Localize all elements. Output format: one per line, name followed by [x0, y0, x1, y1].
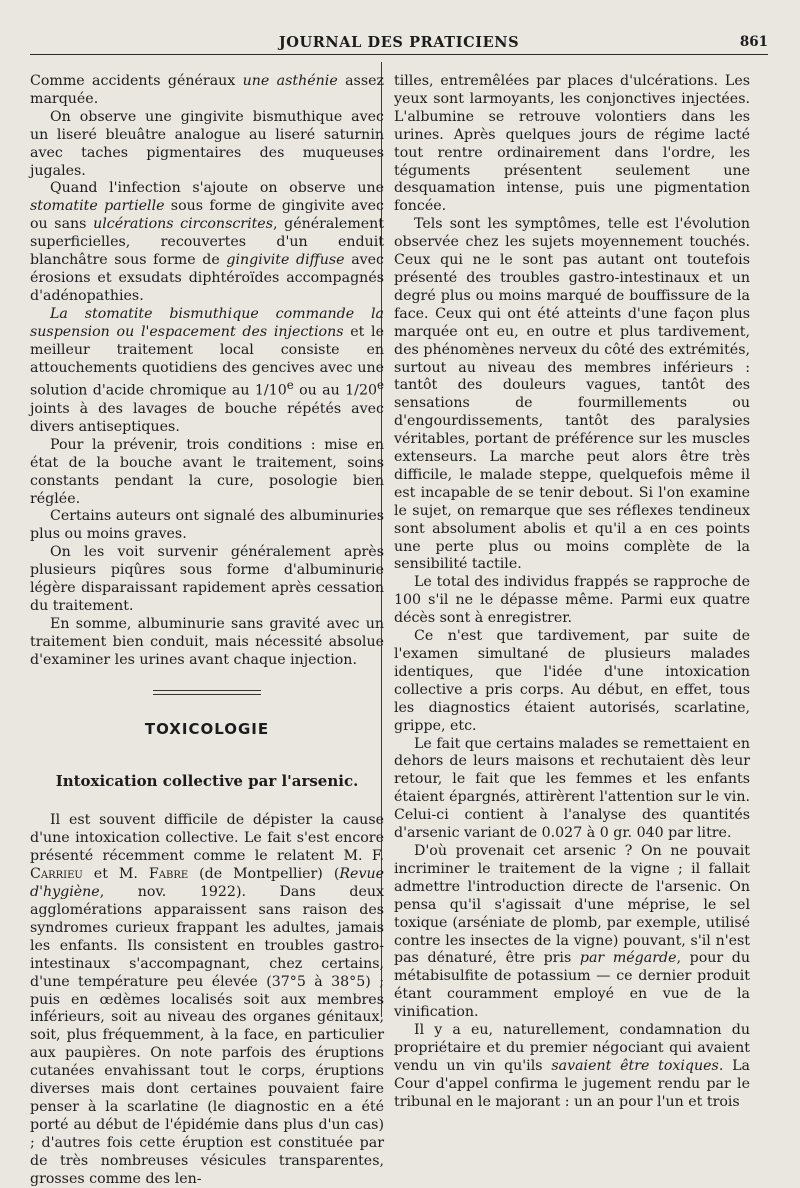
paragraph: Certains auteurs ont signalé des albuminuries plus ou moins graves. [30, 508, 384, 543]
paragraph: Tels sont les symptômes, telle est l'évolution observée chez les sujets moyennement touchés. Ceux qui ne le sont pas autant ont toutefois présenté des troubles gastro-intestinaux et un degré plus ou moins marqué de bouffissure de la face. Ceux qui ont été atteints d'une façon plus marquée ont eu, en outre et plus tardivement, des phénomènes nerveux du côté des extrémités, surtout au niveau des membres inférieurs : tantôt des douleurs vagues, tantôt des sensations de fourmillements ou d'engourdissements, tantôt des paralysies véritables, portant de préférence sur les muscles extenseurs. La marche peut alors être très difficile, le malade steppe, quelquefois même il est incapable de se tenir debout. Si l'on examine le sujet, on remarque que ses réflexes tendineux sont absolument abolis et qu'il a en ces points une perte plus ou moins complète de la sensibilité tactile. [394, 216, 750, 573]
paragraph: Ce n'est que tardivement, par suite de l'examen simultané de plusieurs malades identiques, que l'idée d'une intoxication collective a pris corps. Au début, en effet, tous les diagnostics étaient autorisés, scarlatine, grippe, etc. [394, 628, 750, 734]
paragraph: D'où provenait cet arsenic ? On ne pouvait incriminer le traitement de la vigne ; il fallait admettre l'introduction directe de l'arsenic. On pensa qu'il s'agissait d'une méprise, le sel toxique (arséniate de plomb, par exemple, utilisé contre les insectes de la vigne) pouvant, s'il n'est pas dénaturé, être pris par mégarde, pour du métabisulfite de potassium — ce dernier produit étant couramment employé en vue de la vinification. [394, 842, 751, 1021]
section-title: TOXICOLOGIE [144, 719, 270, 738]
article-title: Intoxication collective par l'arsenic. [55, 771, 359, 790]
page-number: 861 [739, 34, 768, 50]
paragraph: Quand l'infection s'ajoute on observe une stomatite partielle sous forme de gingivite avec ou sans ulcérations circonscrites, généralement superficielles, recouvertes d'un enduit blanchâtre sous forme de gingivite diffuse avec érosions et exsudats diphtéroïdes accompagnés d'adénopathies. [30, 180, 385, 304]
paragraph: Comme accidents généraux une asthénie assez marquée. [30, 73, 384, 107]
paragraph: Le fait que certains malades se remettaient en dehors de leurs maisons et rechutaient dès leur retour, le fait que les femmes et les enfants étaient épargnés, attirèrent l'attention sur le vin. Celui-ci contient à l'analyse des quantités d'arsenic variant de 0.027 à 0 gr. 040 par litre. [394, 735, 750, 842]
right-column [394, 73, 750, 1112]
left-column [30, 73, 384, 1188]
paragraph: Il est souvent difficile de dépister la cause d'une intoxication collective. Le fait s'est encore présenté récemment comme le relatent M. F. Carrieu et M. Fabre (de Montpellier) (Revue d'hygiène, nov. 1922). Dans deux agglomérations apparaissent sans raison des syndromes curieux frappant les adultes, jamais les enfants. Ils consistent en troubles gastro-intestinaux s'accompagnant, chez certains, d'une température peu élevée (37°5 à 38°5) ; puis en œdèmes localisés soit aux membres inférieurs, soit au niveau des organes génitaux, soit, plus fréquemment, à la face, en particulier aux paupières. On note parfois des éruptions cutanées envahissant tout le corps, éruptions diverses mais dont certaines pouvaient faire penser à la scarlatine (le diagnostic en a été porté au début de l'épidémie dans plus d'un cas) ; d'autres fois cette éruption est constituée par de très nombreuses vésicules transparentes, grosses comme des len- [30, 812, 384, 1187]
paragraph: Pour la prévenir, trois conditions : mise en état de la bouche avant le traitement, soins constants pendant la cure, posologie bien réglée. [30, 436, 384, 507]
paragraph: On observe une gingivite bismuthique avec un liseré bleuâtre analogue au liseré saturnin avec taches pigmentaires des muqueuses jugales. [30, 108, 384, 179]
section-separator [153, 690, 261, 695]
paragraph: La stomatite bismuthique commande la suspension ou l'espacement des injections et le meilleur traitement local consiste en attouchements quotidiens des gencives avec une solution d'acide chromique au 1/10e ou au 1/20e joints à des lavages de bouche répétés avec divers antiseptiques. [30, 305, 385, 435]
paragraph: tilles, entremêlées par places d'ulcérations. Les yeux sont larmoyants, les conjonctives injectées. L'albumine se retrouve volontiers dans les urines. Après quelques jours de régime lacté tout rentre ordinairement dans l'ordre, les téguments présentent seulement une desquamation intense, puis une pigmentation foncée. [394, 73, 750, 215]
paragraph: Il y a eu, naturellement, condamnation du propriétaire et du premier négociant qui avaient vendu un vin qu'ils savaient être toxiques. La Cour d'appel confirma le jugement rendu par le tribunal en le majorant : un an pour l'un et trois [394, 1022, 750, 1110]
paragraph: Le total des individus frappés se rapproche de 100 s'il ne le dépasse même. Parmi eux quatre décès sont à enregistrer. [394, 574, 750, 627]
paragraph: En somme, albuminurie sans gravité avec un traitement bien conduit, mais nécessité absolue d'examiner les urines avant chaque injection. [30, 615, 384, 668]
paragraph: On les voit survenir généralement après plusieurs piqûres sous forme d'albuminurie légère disparaissant rapidement après cessation du traitement. [30, 544, 384, 615]
journal-title: JOURNAL DES PRATICIENS [278, 34, 520, 51]
running-header [30, 34, 768, 55]
